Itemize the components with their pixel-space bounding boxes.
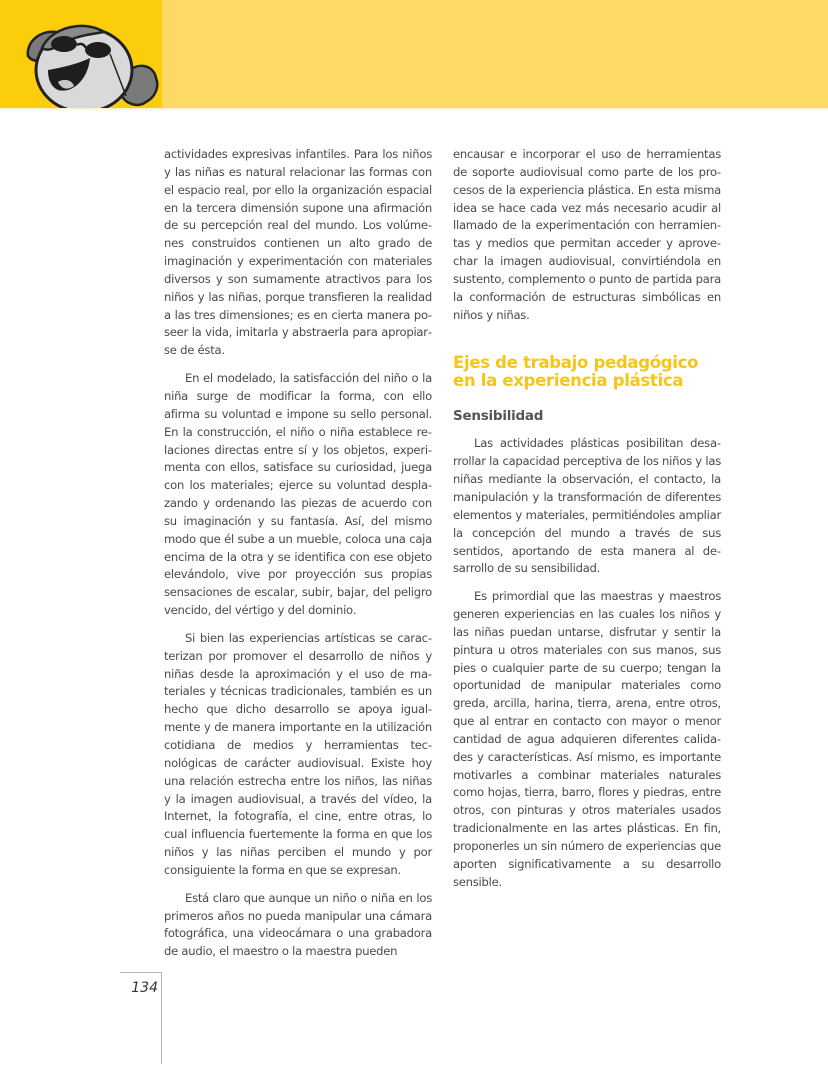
body-paragraph: Es primordial que las maestras y maestros generen experiencias en las cuales los niños y las niñas puedan untarse, disfrutar y sentir la pintura u otros materiales con sus manos, sus pies o cualquier parte de su cuerpo; tengan la oportunidad de manipular materiales como greda, arcilla, harina, tierra, arena, entre otros, que al entrar en contacto con mayor o menor cantidad de agua adquieren diferentes calidades y características. Así mismo, es importante motivarles a combinar materiales naturales como hojas, tierra, barro, flores y piedras, entre otros, con pinturas y otros materiales usados tradicionalmente en las artes plásticas. En fin, proponerles un sin número de experiencias que aporten significativamente a su desarrollo sensible. xyxy=(453,589,721,889)
sub-heading: Sensibilidad xyxy=(453,408,544,425)
body-paragraph: encausar e incorporar el uso de herramientas de soporte audiovisual como parte de los procesos de la experiencia plástica. En esta misma idea se hace cada vez más necesario acudir al llamado de la experimentación con herramientas y medios que permitan acceder y aprovechar la imagen audiovisual, convirtiéndola en sustento, complemento o punto de partida para la conformación de estructuras simbólicas en niños y niñas. xyxy=(453,147,721,322)
body-paragraph: Está claro que aunque un niño o niña en los primeros años no pueda manipular una cámara fotográfica, una videocámara o una grabadora de audio, el maestro o la maestra pueden xyxy=(164,890,432,959)
left-column xyxy=(164,146,432,971)
page-number: 134 xyxy=(131,980,158,996)
body-paragraph: actividades expresivas infantiles. Para los niños y las niñas es natural relacionar las formas con el espacio real, por ello la organización espacial en la tercera dimensión supone una afirmación de su percepción real del mundo. Los volúmenes construidos contienen un alto grado de imaginación y experimentación con materiales diversos y son sumamente atractivos para los niños y las niñas, porque transfieren la realidad a las tres dimensiones; es en cierta manera poseer la vida, imitarla y abstraerla para apropiarse de ésta. xyxy=(164,147,432,358)
body-paragraph: Las actividades plásticas posibilitan desarrollar la capacidad perceptiva de los niños y las niñas mediante la observación, el contacto, la manipulación y la transformación de diferentes elementos y materiales, permitiéndoles ampliar la concepción del mundo a través de sus sentidos, aportando de esta manera al desarrollo de su sensibilidad. xyxy=(453,436,721,576)
section-heading: Ejes de trabajo pedagógico en la experiencia plástica xyxy=(453,353,699,391)
mascot-child-with-sunglasses-icon xyxy=(22,18,162,108)
header-divider xyxy=(0,108,828,110)
body-paragraph: En el modelado, la satisfacción del niño o la niña surge de modificar la forma, con ello afirma su voluntad e impone su sello personal. En la construcción, el niño o niña establece relaciones directas entre sí y los objetos, experimenta con ellos, satisface su curiosidad, juega con los materiales; ejerce su voluntad desplazando y ordenando las piezas de acuerdo con su imaginación y su fantasía. Así, del mismo modo que él sube a un mueble, coloca una caja encima de la otra y se identifica con ese objeto elevándolo, vive por proyección sus propias sensaciones de escalar, subir, bajar, del peligro vencido, del vértigo y del dominio. xyxy=(164,371,432,618)
header-accent-block xyxy=(0,0,162,108)
body-paragraph: Si bien las experiencias artísticas se caracterizan por promover el desarrollo de niños y niñas desde la aproximación y el uso de materiales y técnicas tradicionales, también es un hecho que dicho desarrollo se apoya igualmente y de manera importante en la utilización cotidiana de medios y herramientas tecnológicas de carácter audiovisual. Existe hoy una relación estrecha entre los niños, las niñas y la imagen audiovisual, a través del vídeo, la Internet, la fotografía, el cine, entre otras, lo cual influencia fuertemente la forma en que los niños y las niñas perciben el mundo y por consiguiente la forma en que se expresan. xyxy=(164,630,432,877)
folio-rule-vertical xyxy=(161,972,162,1064)
right-column xyxy=(453,146,721,902)
folio-rule-horizontal xyxy=(120,972,162,973)
